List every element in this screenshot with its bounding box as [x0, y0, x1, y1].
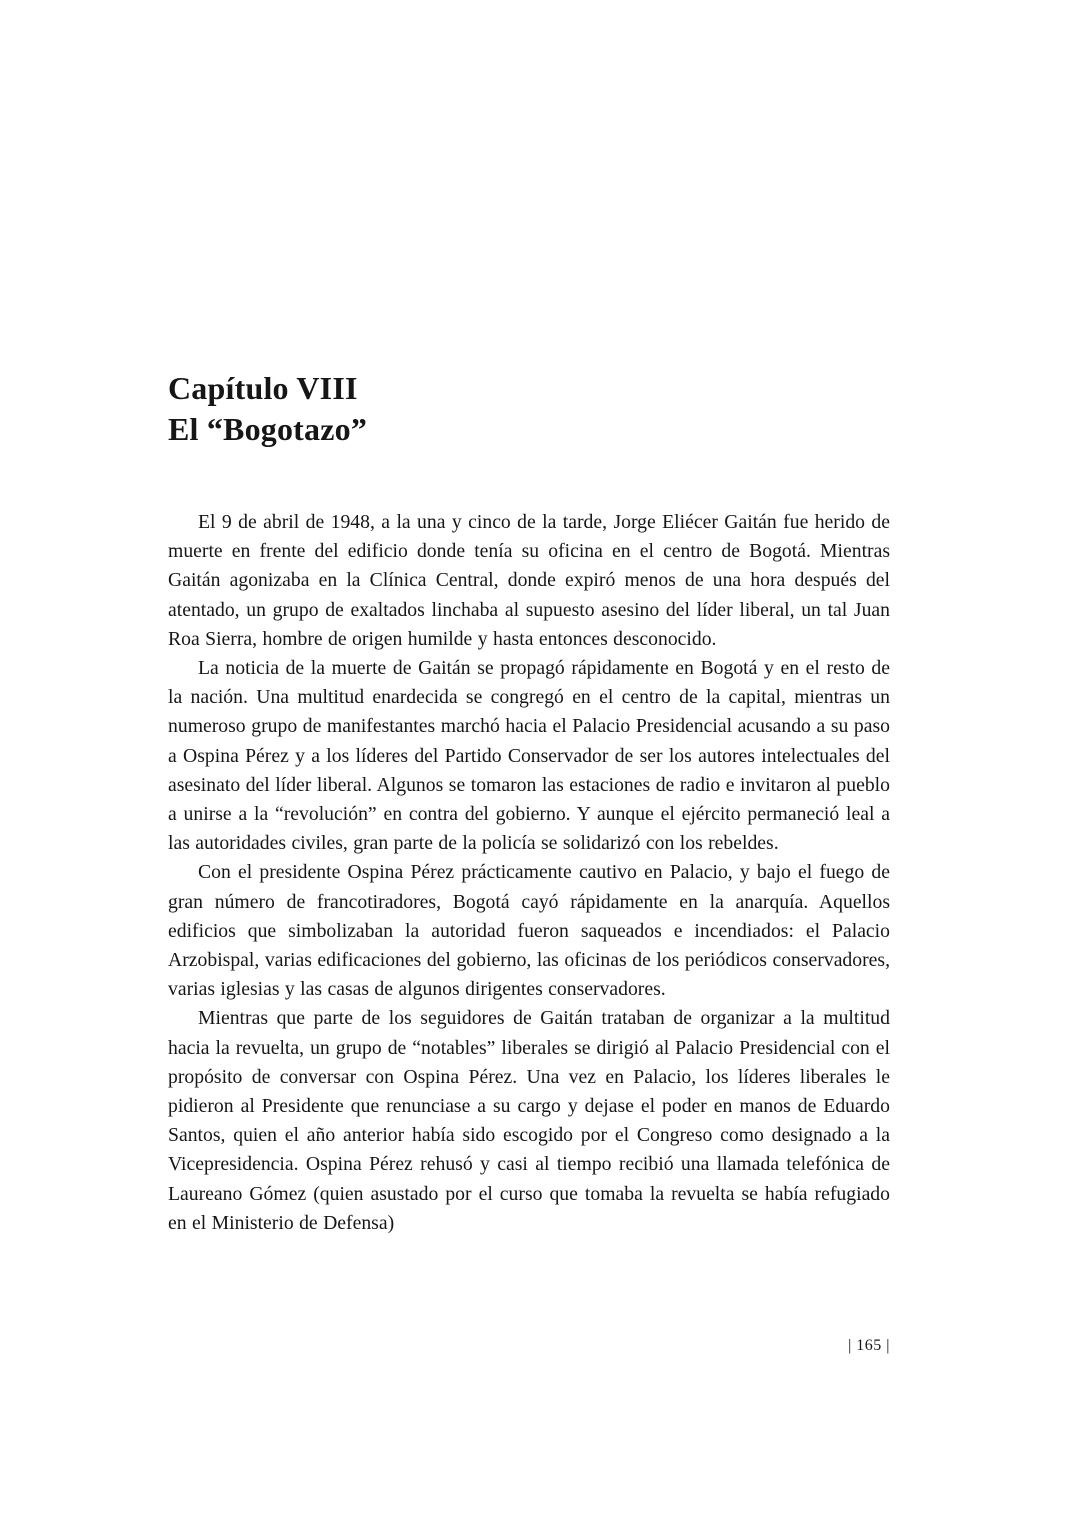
- paragraph: El 9 de abril de 1948, a la una y cinco de la tarde, Jorge Eliécer Gaitán fue herido de muerte en frente del edificio donde tenía su oficina en el centro de Bogotá. Mientras Gaitán agonizaba en la Clínica Central, donde expiró menos de una hora después del atentado, un grupo de exaltados linchaba al supuesto asesino del líder liberal, un tal Juan Roa Sierra, hombre de origen humilde y hasta entonces desconocido.: [168, 510, 890, 650]
- chapter-title: Capítulo VIII: [168, 370, 358, 406]
- body-text: [168, 508, 890, 1238]
- text-block: [168, 368, 890, 1238]
- paragraph: La noticia de la muerte de Gaitán se propagó rápidamente en Bogotá y en el resto de la nación. Una multitud enardecida se congregó en el centro de la capital, mientras un numeroso grupo de manifestantes marchó hacia el Palacio Presidencial acusando a su paso a Ospina Pérez y a los líderes del Partido Conservador de ser los autores intelectuales del asesinato del líder liberal. Algunos se tomaron las estaciones de radio e invitaron al pueblo a unirse a la “revolución” en contra del gobierno. Y aunque el ejército permaneció leal a las autoridades civiles, gran parte de la policía se solidarizó con los rebeldes.: [168, 656, 890, 855]
- paragraph: Con el presidente Ospina Pérez prácticamente cautivo en Palacio, y bajo el fuego de gran número de francotiradores, Bogotá cayó rápidamente en la anarquía. Aquellos edificios que simbolizaban la autoridad fueron saqueados e incendiados: el Palacio Arzobispal, varias edificaciones del gobierno, las oficinas de los periódicos conservadores, varias iglesias y las casas de algunos dirigentes conservadores.: [168, 861, 890, 1001]
- paragraph: Mientras que parte de los seguidores de Gaitán trataban de organizar a la multitud hacia la revuelta, un grupo de “notables” liberales se dirigió al Palacio Presidencial con el propósito de conversar con Ospina Pérez. Una vez en Palacio, los líderes liberales le pidieron al Presidente que renunciase a su cargo y dejase el poder en manos de Eduardo Santos, quien el año anterior había sido escogido por el Congreso como designado a la Vicepresidencia. Ospina Pérez rehusó y casi al tiempo recibió una llamada telefónica de Laureano Gómez (quien asustado por el curso que tomaba la revuelta se había refugiado en el Ministerio de Defensa): [168, 1007, 890, 1234]
- page-number: | 165 |: [848, 1337, 890, 1354]
- chapter-subtitle: El “Bogotazo”: [168, 410, 368, 447]
